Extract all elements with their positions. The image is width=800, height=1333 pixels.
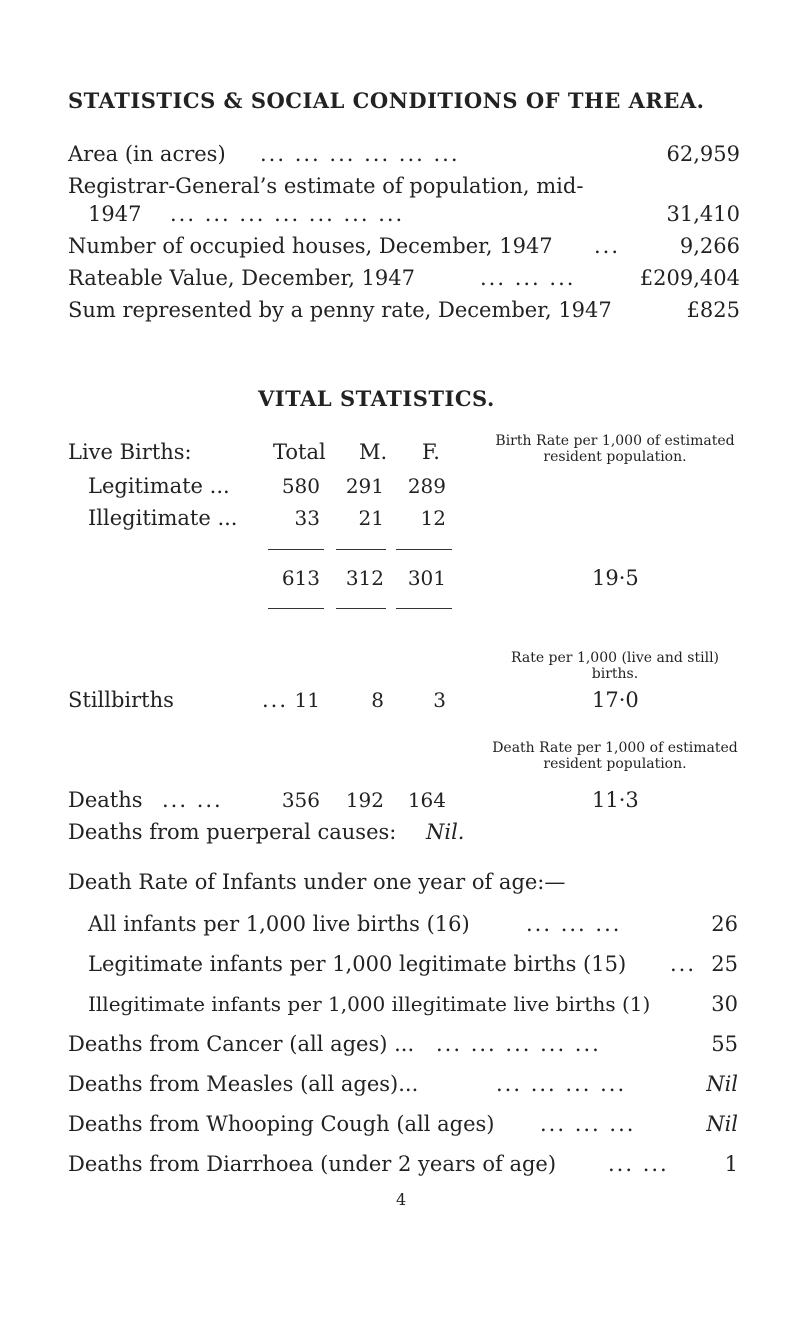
cancer-dots: ... ... ... ... ... [436, 1032, 601, 1056]
measles-label: Deaths from Measles (all ages)... [68, 1072, 419, 1096]
diarrhoea-value: 1 [724, 1152, 738, 1176]
sum-rule-bottom-f [396, 608, 452, 609]
infant-all-value: 26 [711, 912, 738, 936]
whooping-cough-label: Deaths from Whooping Cough (all ages) [68, 1112, 495, 1136]
illegitimate-label: Illegitimate ... [88, 506, 238, 530]
houses-dots: ... [594, 234, 621, 258]
sum-rule-bottom-m [336, 608, 386, 609]
deaths-f: 164 [407, 788, 446, 812]
live-births-label: Live Births: [68, 440, 192, 464]
deaths-total: 356 [281, 788, 320, 812]
area-value: 62,959 [666, 142, 740, 166]
deaths-m: 192 [345, 788, 384, 812]
population-label: Registrar-General’s estimate of population, mid- [68, 174, 584, 198]
whooping-cough-value: Nil [706, 1112, 738, 1136]
birth-rate-note: Birth Rate per 1,000 of estimated resident population. [495, 433, 735, 465]
whooping-cough-dots: ... ... ... [540, 1112, 636, 1136]
infant-all-dots: ... ... ... [526, 912, 622, 936]
death-rate-note: Death Rate per 1,000 of estimated resident population. [492, 740, 738, 772]
legitimate-m: 291 [345, 474, 384, 498]
stillbirths-total: 11 [294, 688, 320, 712]
stillbirth-rate-value: 17·0 [592, 688, 639, 712]
births-sum-f: 301 [407, 566, 446, 590]
cancer-value: 55 [711, 1032, 738, 1056]
houses-value: 9,266 [679, 234, 740, 258]
births-sum-total: 613 [281, 566, 320, 590]
penny-rate-label: Sum represented by a penny rate, December, 1947 [68, 298, 612, 322]
stillbirths-label: Stillbirths [68, 688, 174, 712]
puerperal-label: Deaths from puerperal causes: [68, 820, 397, 844]
sum-rule-top-total [268, 549, 324, 550]
deaths-dots: ... ... [162, 788, 223, 812]
area-dots: ... ... ... ... ... ... [260, 142, 460, 166]
still-rate-note: Rate per 1,000 (live and still) births. [510, 650, 720, 682]
diarrhoea-dots: ... ... [608, 1152, 669, 1176]
illegitimate-m: 21 [358, 506, 384, 530]
stillbirths-dots: ... [262, 688, 289, 712]
infant-legitimate-label: Legitimate infants per 1,000 legitimate births (15) [88, 952, 627, 976]
birth-rate-value: 19·5 [592, 566, 639, 590]
deaths-label: Deaths [68, 788, 143, 812]
infant-death-rate-heading: Death Rate of Infants under one year of age:— [68, 870, 566, 894]
population-value: 31,410 [666, 202, 740, 226]
sum-rule-bottom-total [268, 608, 324, 609]
houses-label: Number of occupied houses, December, 1947 [68, 234, 553, 258]
diarrhoea-label: Deaths from Diarrhoea (under 2 years of age) [68, 1152, 557, 1176]
measles-value: Nil [706, 1072, 738, 1096]
illegitimate-f: 12 [420, 506, 446, 530]
rateable-label: Rateable Value, December, 1947 [68, 266, 416, 290]
stillbirths-f: 3 [433, 688, 446, 712]
page-title: STATISTICS & SOCIAL CONDITIONS OF THE AREA. [68, 88, 705, 113]
infant-all-label: All infants per 1,000 live births (16) [88, 912, 470, 936]
page-number: 4 [396, 1190, 407, 1209]
infant-legitimate-dots: ... [670, 952, 697, 976]
stillbirths-m: 8 [371, 688, 384, 712]
births-sum-m: 312 [345, 566, 384, 590]
death-rate-value: 11·3 [592, 788, 639, 812]
measles-dots: ... ... ... ... [496, 1072, 627, 1096]
infant-legitimate-value: 25 [711, 952, 738, 976]
col-f-header: F. [422, 440, 440, 464]
legitimate-total: 580 [281, 474, 320, 498]
area-label: Area (in acres) [68, 142, 226, 166]
col-total-header: Total [273, 440, 326, 464]
vital-statistics-heading: VITAL STATISTICS. [258, 386, 495, 411]
legitimate-label: Legitimate ... [88, 474, 230, 498]
population-dots: ... ... ... ... ... ... ... [170, 202, 405, 226]
col-m-header: M. [359, 440, 388, 464]
sum-rule-top-f [396, 549, 452, 550]
infant-illegitimate-value: 30 [711, 992, 738, 1016]
cancer-label: Deaths from Cancer (all ages) ... [68, 1032, 415, 1056]
population-year: 1947 [88, 202, 142, 226]
rateable-value: £209,404 [639, 266, 740, 290]
legitimate-f: 289 [407, 474, 446, 498]
rateable-dots: ... ... ... [480, 266, 576, 290]
infant-illegitimate-label: Illegitimate infants per 1,000 illegitimate live births (1) [88, 992, 651, 1016]
penny-rate-value: £825 [686, 298, 740, 322]
sum-rule-top-m [336, 549, 386, 550]
illegitimate-total: 33 [294, 506, 320, 530]
puerperal-value: Nil. [426, 820, 465, 844]
